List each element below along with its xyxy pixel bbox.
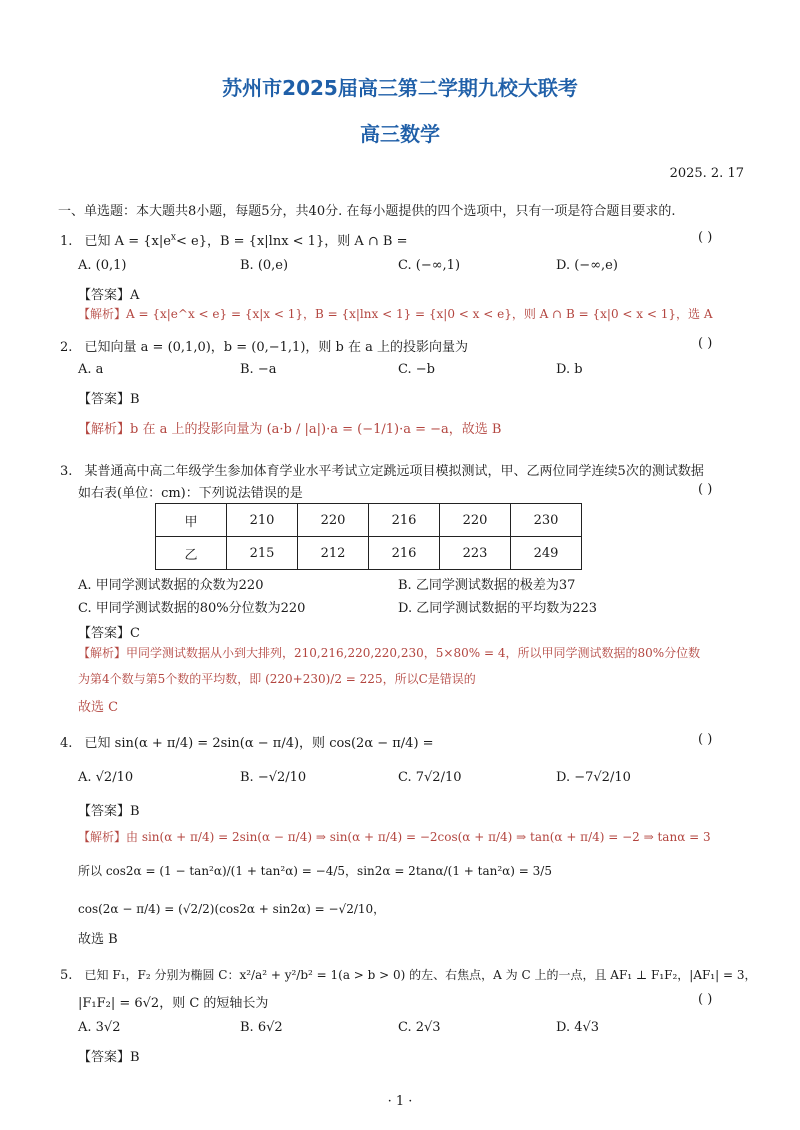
option-c: C. 甲同学测试数据的80%分位数为220 [78, 601, 306, 616]
question-number: 5. [60, 968, 73, 983]
subject-title: 高三数学 [360, 122, 440, 146]
answer: 【答案】A [78, 288, 140, 303]
answer: 【答案】C [78, 626, 140, 641]
question-number: 3. [60, 464, 73, 479]
question-2 [60, 336, 468, 355]
analysis: 【解析】A = {x|e^x < e} = {x|x < 1}，B = {x|lnx < 1} = {x|0 < x < e}，则 A ∩ B = {x|0 < x < 1}，选 A [78, 307, 713, 321]
option-b: B. (0,e) [240, 258, 289, 273]
question-stem: 已知向量 a = (0,1,0)，b = (0,−1,1)，则 b 在 a 上的投影向量为 [84, 340, 469, 355]
question-stem: 已知 F₁，F₂ 分别为椭圆 C：x²/a² + y²/b² = 1(a > b > 0) 的左、右焦点，A 为 C 上的一点，且 AF₁ ⊥ F₁F₂，|AF₁| = 3， [84, 968, 757, 982]
answer: 【答案】B [78, 804, 140, 819]
section-heading: 一、单选题：本大题共8小题，每题5分，共40分. 在每小题提供的四个选项中，只有一项是符合题目要求的. [58, 204, 676, 219]
option-b: B. 6√2 [240, 1020, 283, 1035]
option-a: A. 甲同学测试数据的众数为220 [78, 578, 264, 593]
question-stem: 已知 $A = \{x|e^x< e\}$，B = {x|lnx < 1}，则 A ∩ B = [84, 232, 408, 249]
analysis-conclusion: 故选 C [78, 700, 119, 715]
question-stem-cont: 如右表(单位：cm)：下列说法错误的是 [78, 486, 303, 501]
answer: 【答案】B [78, 1050, 140, 1065]
question-1 [60, 230, 407, 249]
option-c: C. 7√2/10 [398, 770, 462, 785]
answer-paren: ( ) [698, 482, 713, 497]
analysis-conclusion: 故选 B [78, 932, 118, 947]
score-table [155, 503, 582, 570]
analysis-cont: 所以 cos2α = (1 − tan²α)/(1 + tan²α) = −4/5，sin2α = 2tanα/(1 + tan²α) = 3/5 [78, 864, 552, 878]
question-stem: 某普通高中高二年级学生参加体育学业水平考试立定跳远项目模拟测试，甲、乙两位同学连续5次的测试数据 [84, 464, 704, 479]
answer: 【答案】B [78, 392, 140, 407]
question-number: 2. [60, 340, 73, 355]
option-d: D. −7√2/10 [556, 770, 631, 785]
analysis-cont: 为第4个数与第5个数的平均数，即 (220+230)/2 = 225，所以C是错误的 [78, 672, 476, 686]
answer-paren: ( ) [698, 230, 713, 245]
analysis: 【解析】甲同学测试数据从小到大排列，210,216,220,220,230，5×80% = 4，所以甲同学测试数据的80%分位数 [78, 646, 701, 660]
table-cell: 249 [511, 537, 582, 570]
table-cell: 220 [440, 504, 511, 537]
question-5 [60, 966, 756, 983]
option-a: A. 3√2 [78, 1020, 121, 1035]
option-b: B. −a [240, 362, 277, 377]
answer-paren: ( ) [698, 992, 713, 1007]
question-3 [60, 460, 704, 479]
question-stem-cont: |F₁F₂| = 6√2，则 C 的短轴长为 [78, 996, 269, 1011]
analysis: 【解析】由 sin(α + π/4) = 2sin(α − π/4) ⇒ sin(α + π/4) = −2cos(α + π/4) ⇒ tan(α + π/4) = −2 ⇒ tanα = 3 [78, 830, 711, 844]
analysis-cont: cos(2α − π/4) = (√2/2)(cos2α + sin2α) = −√2/10， [78, 902, 386, 916]
table-row [156, 504, 582, 537]
exam-date: 2025. 2. 17 [669, 166, 744, 181]
option-b: B. −√2/10 [240, 770, 307, 785]
option-d: D. b [556, 362, 583, 377]
table-row [156, 537, 582, 570]
page-number: · 1 · [387, 1094, 413, 1109]
option-a: A. √2/10 [78, 770, 134, 785]
analysis: 【解析】b 在 a 上的投影向量为 (a·b / |a|)·a = (−1/1)·a = −a，故选 B [78, 422, 502, 437]
option-a: A. (0,1) [78, 258, 127, 273]
question-4 [60, 732, 434, 751]
table-cell: 223 [440, 537, 511, 570]
table-cell: 220 [298, 504, 369, 537]
question-number: 4. [60, 736, 73, 751]
option-d: D. 4√3 [556, 1020, 600, 1035]
question-stem: 已知 sin(α + π/4) = 2sin(α − π/4)，则 cos(2α − π/4) = [84, 736, 434, 751]
option-c: C. −b [398, 362, 435, 377]
table-cell: 210 [227, 504, 298, 537]
table-cell: 216 [369, 504, 440, 537]
table-cell: 216 [369, 537, 440, 570]
table-cell: 215 [227, 537, 298, 570]
option-a: A. a [78, 362, 104, 377]
option-c: C. 2√3 [398, 1020, 441, 1035]
option-c: C. (−∞,1) [398, 258, 461, 273]
answer-paren: ( ) [698, 336, 713, 351]
exam-title: 苏州市2025届高三第二学期九校大联考 [222, 76, 578, 100]
table-cell: 212 [298, 537, 369, 570]
table-cell: 甲 [156, 504, 227, 537]
option-b: B. 乙同学测试数据的极差为37 [398, 578, 576, 593]
answer-paren: ( ) [698, 732, 713, 747]
option-d: D. (−∞,e) [556, 258, 618, 273]
table-cell: 乙 [156, 537, 227, 570]
option-d: D. 乙同学测试数据的平均数为223 [398, 601, 598, 616]
table-cell: 230 [511, 504, 582, 537]
question-number: 1. [60, 234, 73, 249]
